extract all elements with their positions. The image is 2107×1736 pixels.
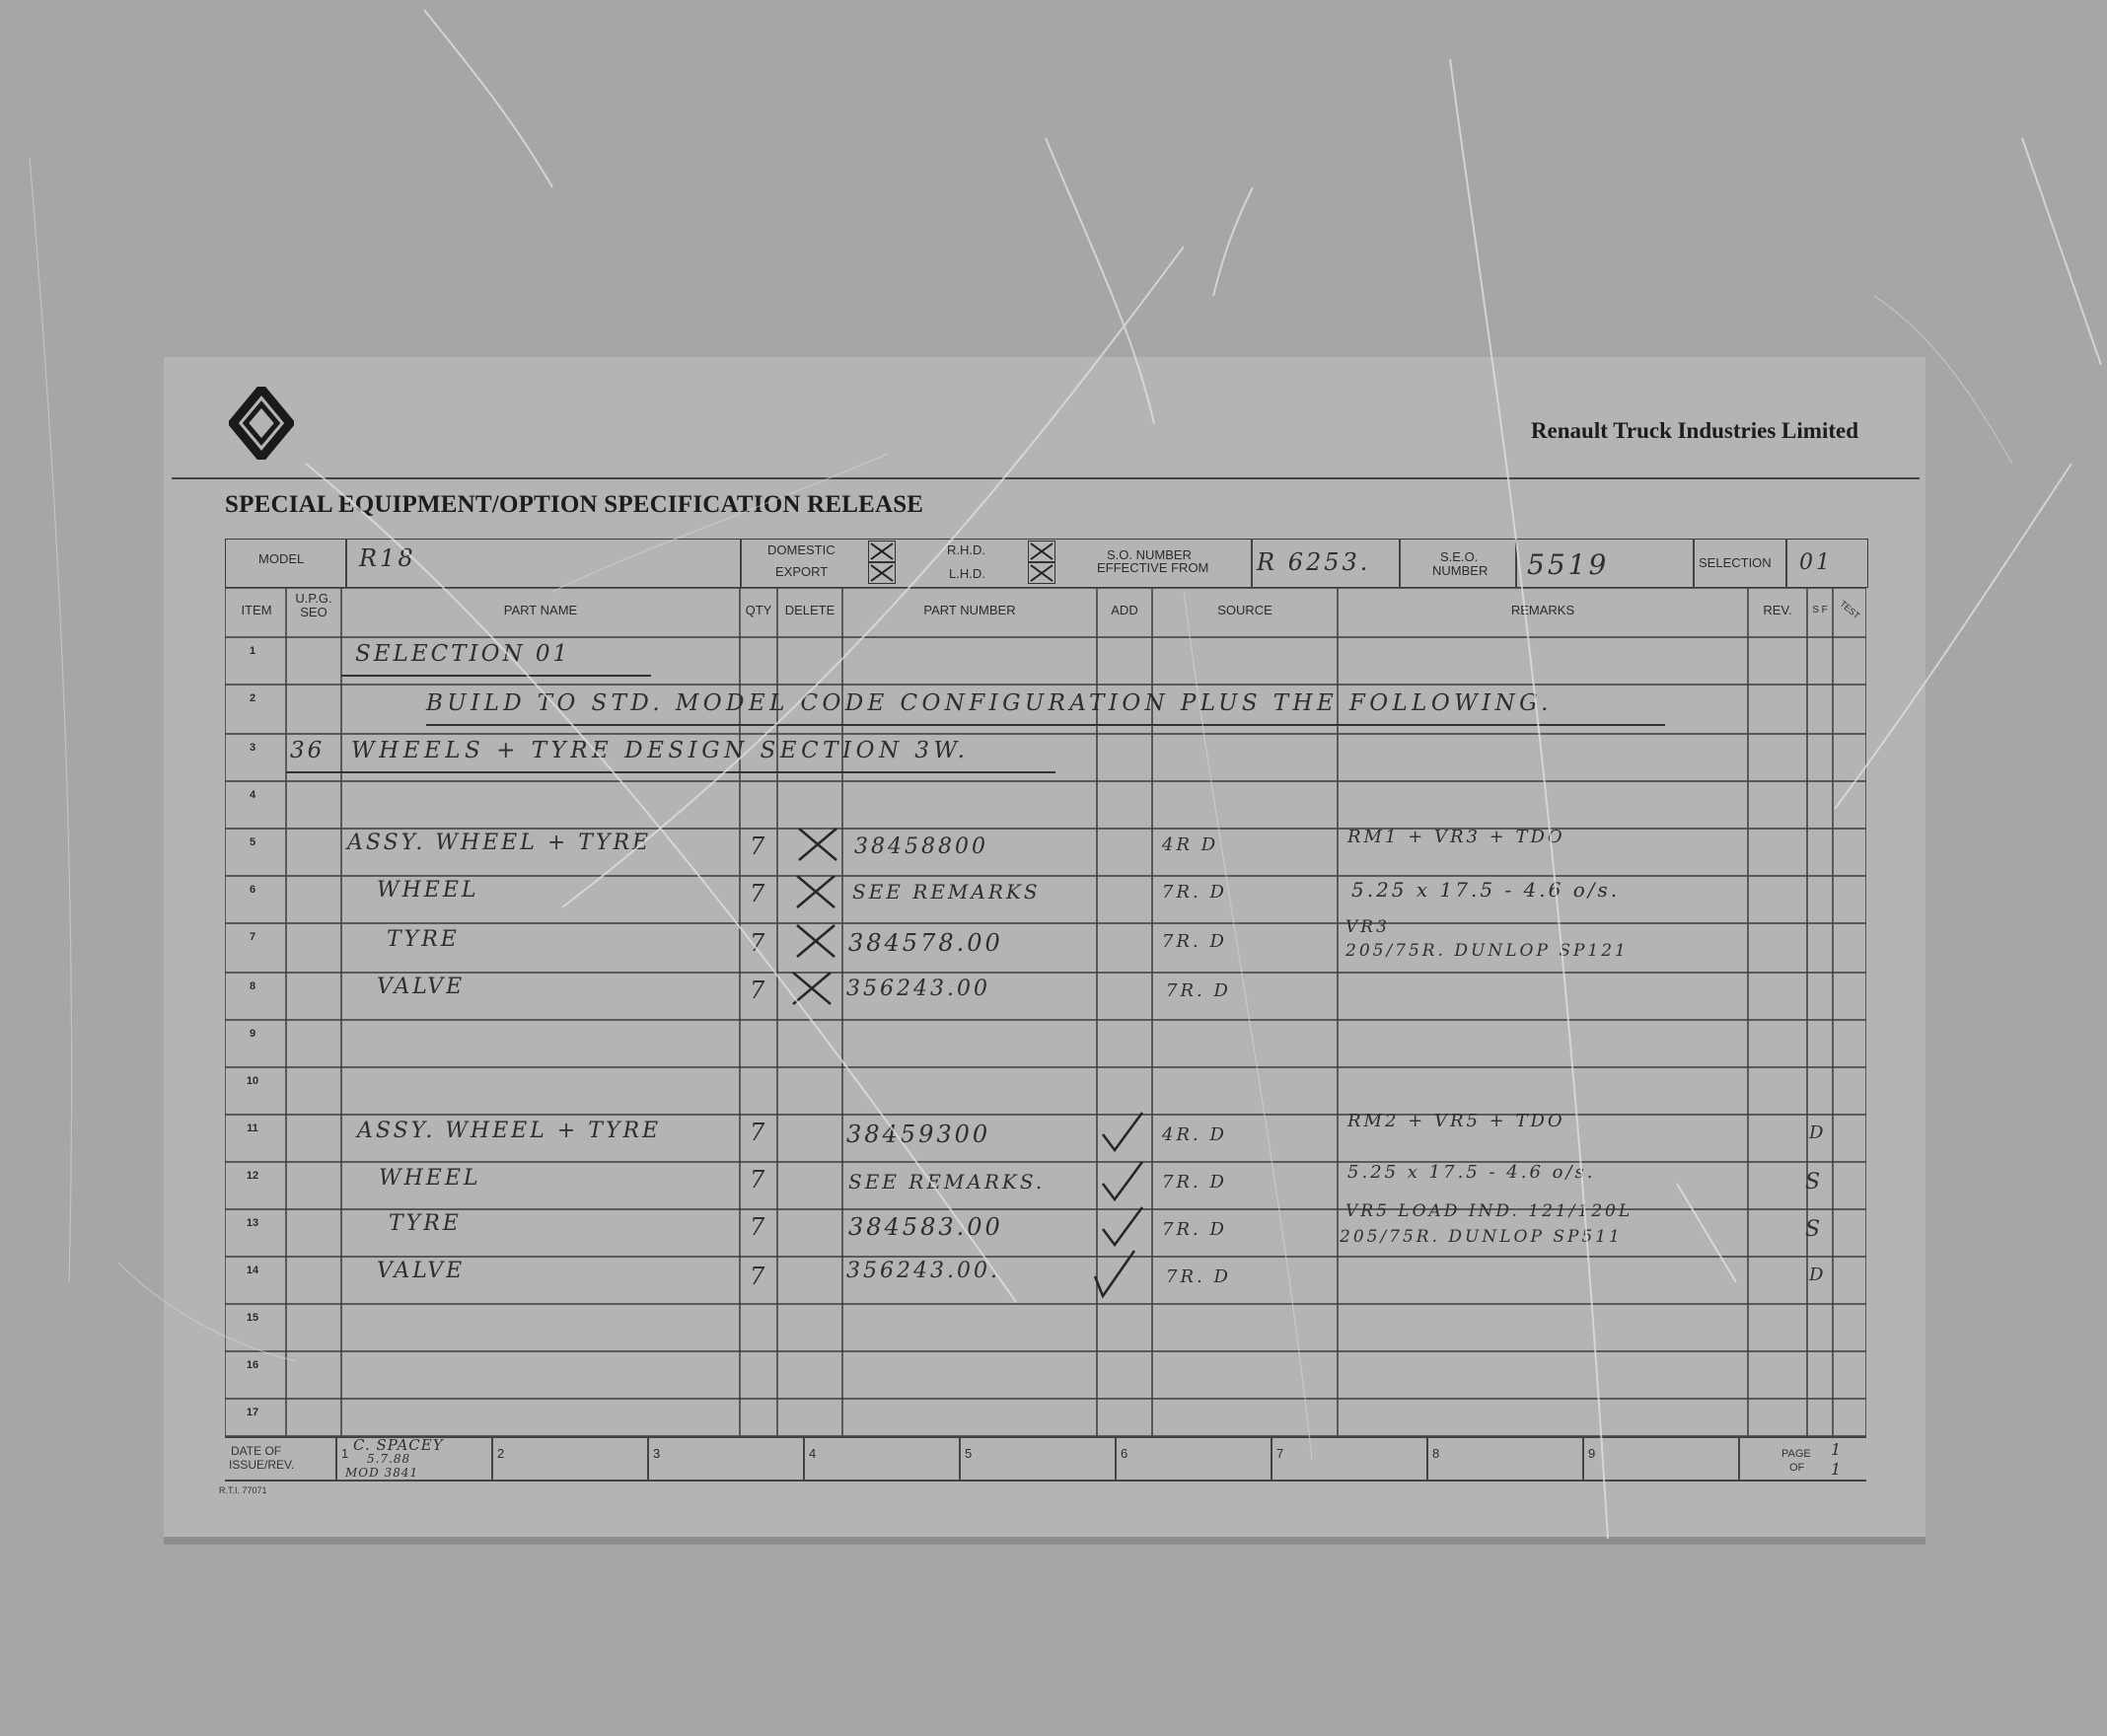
row-7-remarks-1: VR3 <box>1345 917 1390 937</box>
seo-number-label: NUMBER <box>1432 563 1489 578</box>
seo-number-value: 5519 <box>1527 548 1610 581</box>
issue-1-mod: MOD 3841 <box>345 1466 419 1480</box>
so-number-value: R 6253. <box>1257 548 1371 576</box>
row-11-sf: D <box>1809 1122 1824 1143</box>
row-14-sf: D <box>1809 1265 1824 1285</box>
row-number: 9 <box>249 1028 256 1040</box>
row-number: 16 <box>246 1359 259 1371</box>
row-11-part-name: ASSY. WHEEL + TYRE <box>357 1119 662 1143</box>
issue-number: 8 <box>1432 1446 1440 1461</box>
row-5-qty: 7 <box>750 832 768 860</box>
row-number: 3 <box>249 742 256 754</box>
row-14-part-name: VALVE <box>377 1259 466 1283</box>
issue-number: 6 <box>1121 1446 1128 1461</box>
form-code: R.T.I. 77071 <box>219 1485 267 1495</box>
col-delete: DELETE <box>784 603 836 617</box>
row-6-qty: 7 <box>750 880 768 907</box>
col-upg: U.P.G. <box>295 591 332 606</box>
row-5-source: 4R D <box>1162 834 1219 855</box>
col-item: ITEM <box>241 603 272 617</box>
row-7-qty: 7 <box>750 929 768 957</box>
of-value: 1 <box>1831 1460 1842 1479</box>
col-qty: QTY <box>745 603 772 617</box>
row-13-source: 7R. D <box>1162 1219 1227 1240</box>
row-number: 1 <box>249 645 256 657</box>
col-add: ADD <box>1111 603 1138 617</box>
row-14-source: 7R. D <box>1166 1266 1231 1287</box>
row-7-part-number: 384578.00 <box>848 929 1003 957</box>
row-12-part-name: WHEEL <box>379 1166 481 1191</box>
row-number: 11 <box>247 1122 258 1134</box>
effective-from-label: EFFECTIVE FROM <box>1097 560 1209 575</box>
lhd-label: L.H.D. <box>949 566 985 581</box>
domestic-label: DOMESTIC <box>767 542 836 557</box>
row-13-part-number: 384583.00 <box>848 1213 1003 1241</box>
row-12-qty: 7 <box>750 1166 768 1194</box>
row-13-qty: 7 <box>750 1213 768 1241</box>
row-number: 12 <box>246 1170 259 1182</box>
row-number: 17 <box>246 1407 259 1418</box>
row-11-qty: 7 <box>750 1119 768 1146</box>
row-2-text: BUILD TO STD. MODEL CODE CONFIGURATION PLUS THE FOLLOWING. <box>426 690 1553 716</box>
rhd-label: R.H.D. <box>947 542 985 557</box>
row-8-qty: 7 <box>750 976 768 1004</box>
row-number: 5 <box>249 836 256 848</box>
row-12-source: 7R. D <box>1162 1172 1227 1193</box>
row-13-part-name: TYRE <box>389 1211 462 1236</box>
row-number: 4 <box>249 789 256 801</box>
of-label: OF <box>1789 1462 1805 1474</box>
row-number: 7 <box>249 931 256 943</box>
col-rev: REV. <box>1763 603 1792 617</box>
export-label: EXPORT <box>775 564 829 579</box>
row-6-part-name: WHEEL <box>377 878 479 903</box>
issue-1-date: 5.7.88 <box>367 1452 411 1466</box>
col-misc: TEST <box>1838 598 1862 621</box>
row-5-part-number: 38458800 <box>854 834 988 859</box>
model-label: MODEL <box>258 551 305 566</box>
col-source: SOURCE <box>1217 603 1272 617</box>
col-part-number: PART NUMBER <box>923 603 1016 617</box>
company-name: Renault Truck Industries Limited <box>1530 418 1858 443</box>
issue-number: 9 <box>1588 1446 1596 1461</box>
issue-number: 7 <box>1276 1446 1284 1461</box>
row-12-remarks: 5.25 x 17.5 - 4.6 o/s. <box>1347 1162 1596 1183</box>
row-number: 6 <box>249 884 256 896</box>
model-value: R18 <box>359 544 416 572</box>
row-3-upg: 36 <box>290 738 326 763</box>
row-8-source: 7R. D <box>1166 980 1231 1001</box>
row-11-remarks: RM2 + VR5 + TDO <box>1347 1111 1565 1131</box>
selection-label: SELECTION <box>1699 555 1772 570</box>
row-7-remarks-2: 205/75R. DUNLOP SP121 <box>1345 941 1629 961</box>
issue-number: 5 <box>965 1446 973 1461</box>
row-6-part-number: SEE REMARKS <box>852 880 1041 904</box>
row-13-remarks-1: VR5 LOAD IND. 121/120L <box>1345 1201 1634 1221</box>
issue-number: 2 <box>497 1446 505 1461</box>
row-8-part-number: 356243.00 <box>846 976 990 1001</box>
issue-rev-label: ISSUE/REV. <box>229 1458 295 1472</box>
seo-label: S.E.O. <box>1440 549 1479 564</box>
row-12-part-number: SEE REMARKS. <box>848 1170 1046 1194</box>
col-part-name: PART NAME <box>503 603 578 617</box>
row-6-source: 7R. D <box>1162 882 1227 903</box>
row-6-remarks: 5.25 x 17.5 - 4.6 o/s. <box>1351 878 1621 902</box>
row-8-part-name: VALVE <box>377 975 466 999</box>
issue-number: 4 <box>809 1446 817 1461</box>
row-number: 15 <box>246 1312 259 1324</box>
row-11-part-number: 38459300 <box>846 1121 991 1148</box>
row-7-part-name: TYRE <box>387 927 460 952</box>
row-7-source: 7R. D <box>1162 931 1227 952</box>
form-title: SPECIAL EQUIPMENT/OPTION SPECIFICATION RELEASE <box>225 491 924 518</box>
row-number: 14 <box>246 1265 259 1276</box>
row-11-source: 4R. D <box>1162 1124 1227 1145</box>
issue-number: 1 <box>341 1446 349 1461</box>
col-seo: SEO <box>300 605 327 619</box>
row-14-qty: 7 <box>750 1263 768 1290</box>
row-number: 10 <box>246 1075 259 1087</box>
date-of-label: DATE OF <box>231 1444 282 1458</box>
col-sf: S F <box>1812 605 1828 615</box>
issue-number: 3 <box>653 1446 661 1461</box>
selection-value: 01 <box>1799 550 1833 575</box>
page-value: 1 <box>1831 1440 1842 1459</box>
so-number-label: S.O. NUMBER <box>1107 547 1192 562</box>
row-5-remarks: RM1 + VR3 + TDO <box>1347 827 1565 847</box>
row-13-remarks-2: 205/75R. DUNLOP SP511 <box>1340 1227 1623 1247</box>
col-remarks: REMARKS <box>1510 603 1575 617</box>
row-number: 13 <box>246 1217 259 1229</box>
row-13-sf: S <box>1805 1217 1821 1242</box>
row-14-part-number: 356243.00. <box>846 1259 1000 1283</box>
row-number: 8 <box>249 980 256 992</box>
row-12-sf: S <box>1805 1170 1821 1194</box>
row-5-part-name: ASSY. WHEEL + TYRE <box>347 831 652 855</box>
page-label: PAGE <box>1781 1448 1811 1460</box>
row-1-text: SELECTION 01 <box>355 641 571 667</box>
row-number: 2 <box>249 692 256 704</box>
issue-1-name: C. SPACEY <box>353 1436 444 1454</box>
row-3-text: WHEELS + TYRE DESIGN SECTION 3W. <box>351 738 970 763</box>
